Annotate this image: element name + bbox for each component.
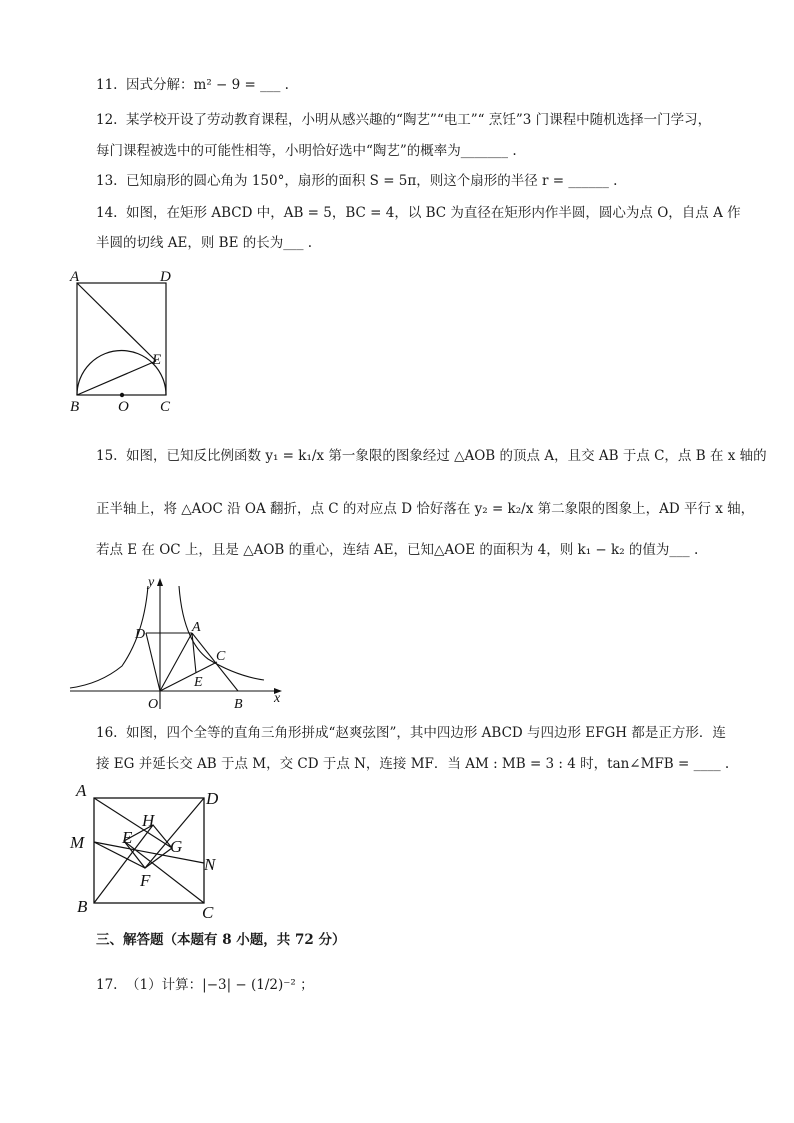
label-D: D [206, 789, 219, 808]
label-A: A [70, 269, 80, 285]
label-N: N [204, 855, 216, 874]
label-C: C [202, 903, 214, 922]
question-12-line2: 每门课程被选中的可能性相等，小明恰好选中“陶艺”的概率为_______ . [96, 143, 517, 159]
label-O: O [148, 697, 159, 712]
label-B: B [77, 897, 88, 916]
line-a-g [94, 798, 172, 848]
label-A: A [76, 781, 87, 800]
label-B: B [70, 399, 80, 415]
segment-be [77, 361, 156, 395]
question-16-line1: 16. 如图，四个全等的直角三角形拼成“赵爽弦图”，其中四边形 ABCD 与四边形 EFGH 都是正方形．连 [96, 725, 726, 741]
label-x: x [274, 691, 281, 706]
segment-ae [192, 633, 196, 673]
label-D: D [135, 627, 146, 642]
label-O: O [118, 399, 129, 415]
label-y: y [148, 575, 155, 590]
label-M: M [70, 833, 85, 852]
question-14-line2: 半圆的切线 AE，则 BE 的长为___ . [96, 235, 313, 251]
y-axis-arrow [157, 578, 163, 586]
question-11: 11. 因式分解：m² − 9 = ___ . [96, 77, 289, 93]
label-F: F [140, 871, 151, 890]
center-o-dot [120, 393, 124, 397]
label-C: C [160, 399, 171, 415]
question-12-line1: 12. 某学校开设了劳动教育课程，小明从感兴趣的“陶艺”“电工”“ 烹饪”3 门课程中随机选择一门学习， [96, 112, 712, 128]
q14-figure [66, 266, 186, 416]
label-E: E [122, 828, 133, 847]
label-D: D [160, 269, 171, 285]
question-15-line2: 正半轴上，将 △AOC 沿 OA 翻折，点 C 的对应点 D 恰好落在 y₂ = k₂/x 第二象限的图象上，AD 平行 x 轴， [96, 501, 755, 517]
segment-od [146, 633, 160, 691]
q15-figure [66, 574, 296, 714]
question-15-line3: 若点 E 在 OC 上，且是 △AOB 的重心，连结 AE，已知△AOE 的面积为 4，则 k₁ − k₂ 的值为___ . [96, 542, 699, 558]
label-E: E [194, 675, 203, 690]
q16-figure [66, 780, 236, 922]
label-G: G [170, 837, 183, 856]
section-3-heading: 三、解答题（本题有 8 小题，共 72 分） [96, 932, 346, 948]
question-16-line2: 接 EG 并延长交 AB 于点 M，交 CD 于点 N，连接 MF．当 AM : MB = 3 : 4 时，tan∠MFB = ____ . [96, 756, 730, 772]
label-A: A [192, 620, 201, 635]
question-14-line1: 14. 如图，在矩形 ABCD 中，AB = 5，BC = 4，以 BC 为直径在矩形内作半圆，圆心为点 O，自点 A 作 [96, 205, 741, 221]
label-E: E [152, 352, 162, 368]
tangent-ae [77, 283, 156, 361]
label-H: H [142, 811, 155, 830]
rectangle-abcd [77, 283, 166, 395]
label-C: C [216, 649, 226, 664]
question-13: 13. 已知扇形的圆心角为 150°，扇形的面积 S = 5π，则这个扇形的半径 r = ______ . [96, 173, 618, 189]
label-B: B [234, 697, 243, 712]
question-17: 17. （1）计算：|−3| − (1/2)⁻² ； [96, 977, 314, 993]
question-15-line1: 15. 如图，已知反比例函数 y₁ = k₁/x 第一象限的图象经过 △AOB 的顶点 A，且交 AB 于点 C，点 B 在 x 轴的 [96, 448, 767, 464]
